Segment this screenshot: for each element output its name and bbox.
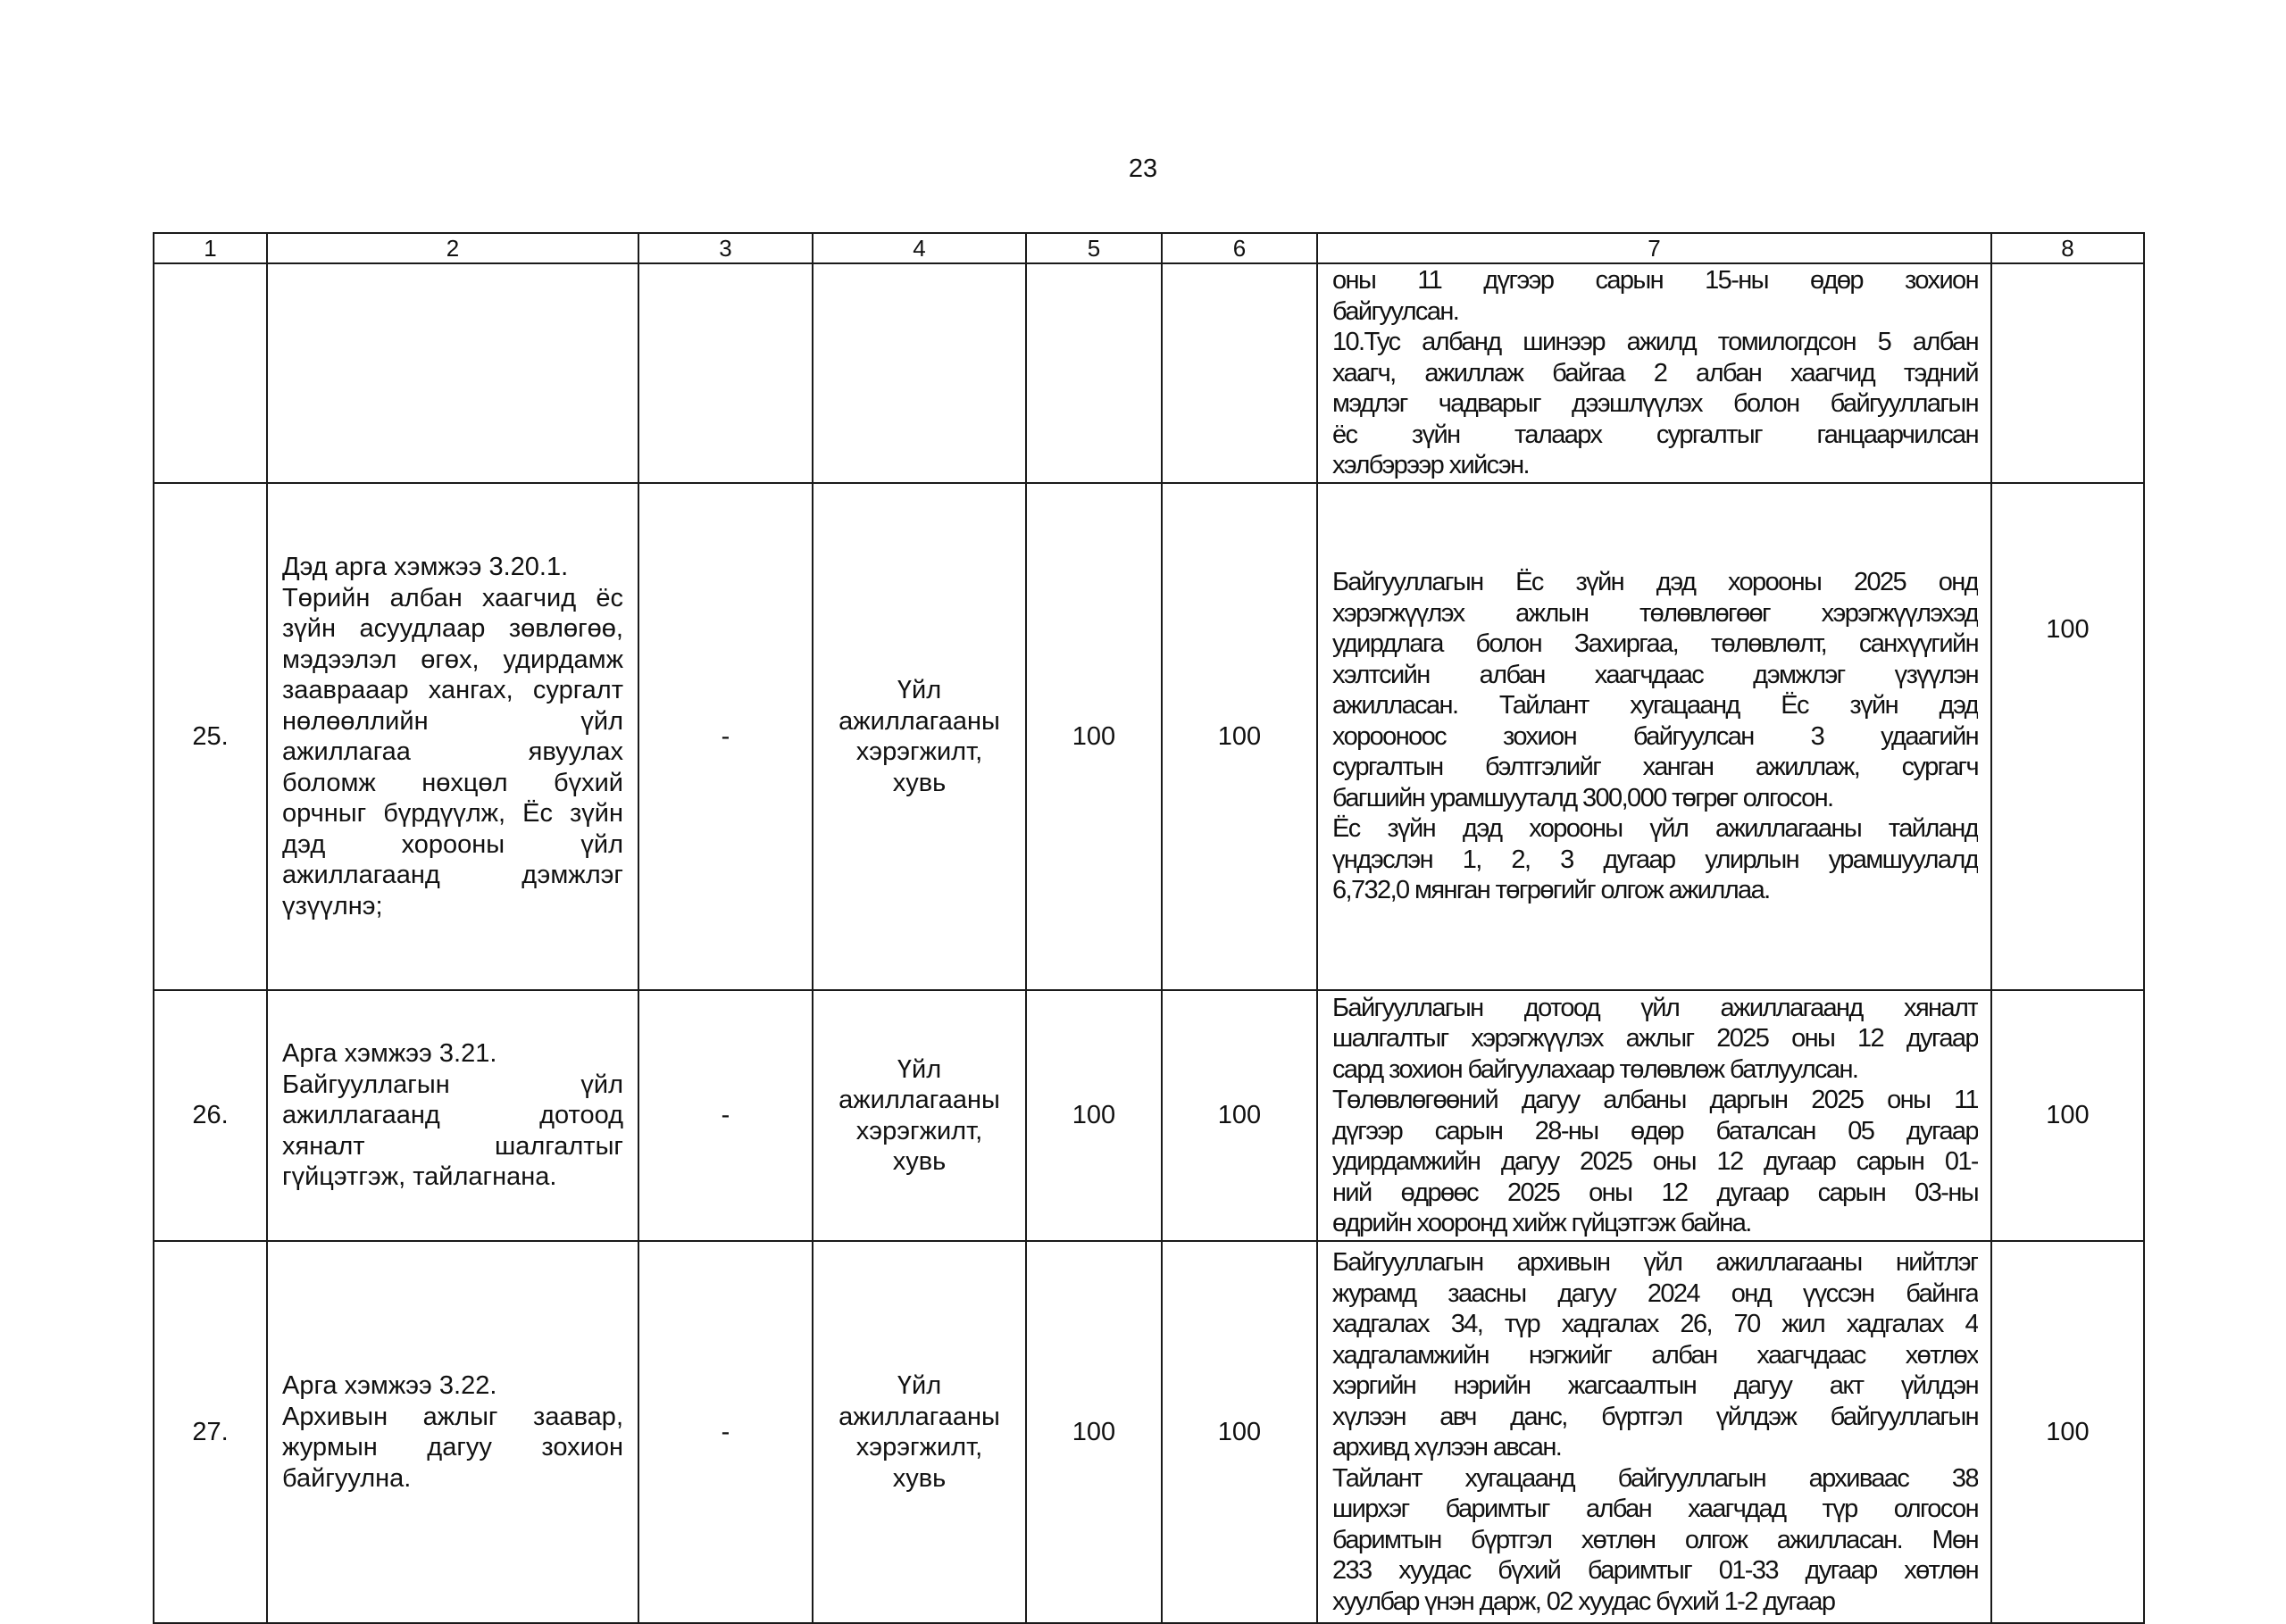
continuation-result-cell	[1317, 263, 1991, 483]
text-line: ажиллагаанд дотоод	[282, 1101, 623, 1130]
text-line: хувь	[892, 768, 947, 797]
text-line: ажилласан. Тайлант хугацаанд Ёс зүйн дэд	[1332, 691, 1978, 720]
column-header-1: 1	[154, 233, 267, 263]
baseline-cell: -	[638, 1241, 813, 1623]
text-line: шалгалтыг хэрэгжүүлэх ажлыг 2025 оны 12 дугаар	[1332, 1024, 1978, 1053]
column-header-2: 2	[267, 233, 638, 263]
text-line: хүлээн авч данс, бүртгэл үйлдэж байгууллагын	[1332, 1402, 1978, 1431]
text-line: Арга хэмжээ 3.21.	[282, 1039, 497, 1069]
indicator-text	[813, 675, 1025, 798]
text-line: Тайлант хугацаанд байгууллагын архиваас 38	[1332, 1463, 1978, 1493]
cell-empty	[1991, 263, 2144, 483]
text-line: хэрэгжүүлэх ажлын төлөвлөгөөг хэрэгжүүлэхэд	[1332, 598, 1978, 628]
continuation-row	[154, 263, 2144, 483]
result-text	[1318, 993, 1990, 1239]
text-line: Үйл	[897, 1371, 942, 1400]
text-line: хадгалах 34, түр хадгалах 26, 70 жил хадгалах 4	[1332, 1310, 1978, 1338]
measure-cell	[267, 1241, 638, 1623]
result-cell	[1317, 990, 1991, 1241]
text-line: дүгээр сарын 28-ны өдөр баталсан 05 дугаар	[1332, 1116, 1978, 1145]
text-line: өдрийн хооронд хийж гүйцэтгэж байна.	[1332, 1209, 1751, 1237]
text-line: Үйл	[897, 676, 942, 704]
text-line: оны 11 дүгээр сарын 15-ны өдөр зохион	[1332, 266, 1978, 296]
text-line: байгуулна.	[282, 1463, 412, 1493]
column-number-header-row	[154, 233, 2144, 263]
cell-empty	[1162, 263, 1317, 483]
result-text	[1318, 1247, 1990, 1617]
text-line: хуулбар үнэн дарж, 02 хуудас бүхий 1-2 дугаар	[1332, 1587, 1835, 1616]
text-line: хэлбэрээр хийсэн.	[1332, 451, 1529, 480]
text-line: ажиллагааны	[838, 706, 1000, 736]
table-row	[154, 483, 2144, 990]
text-line: мэдээлэл өгөх, удирдамж	[282, 645, 623, 674]
text-line: хадгаламжийн нэгжийг албан хаагчдаас хөтлөх	[1332, 1340, 1978, 1370]
text-line: үндэслэн 1, 2, 3 дугаар улирлын урамшуулалд	[1332, 845, 1978, 874]
text-line: Байгууллагын дотоод үйл ажиллагаанд хяналт	[1332, 993, 1978, 1022]
text-line: хэлтсийн албан хаагчдаас дэмжлэг үзүүлэн	[1332, 660, 1978, 689]
text-line: сард зохион байгуулахаар төлөвлөж батлуулсан.	[1332, 1054, 1858, 1084]
actual-value: 100	[1162, 990, 1317, 1241]
text-line: байгуулсан.	[1332, 296, 1459, 326]
table-row	[154, 990, 2144, 1241]
text-line: нөлөөллийн үйл	[282, 706, 623, 736]
result-cell	[1317, 1241, 1991, 1623]
text-line: хэрэгжилт,	[855, 737, 983, 766]
text-line: ажиллагаанд дэмжлэг	[282, 861, 623, 889]
text-line: 6,732,0 мянган төгрөгийг олгож ажиллаа.	[1332, 876, 1770, 905]
text-line: баримтын бүртгэл хөтлөн олгож ажилласан. Мөн	[1332, 1525, 1978, 1554]
text-line: Төрийн албан хаагчид ёс	[282, 583, 623, 612]
column-header-5: 5	[1026, 233, 1162, 263]
target-value: 100	[1026, 1241, 1162, 1623]
measure-text	[268, 552, 638, 921]
indicator-cell	[813, 990, 1026, 1241]
cell-empty	[1026, 263, 1162, 483]
column-header-3: 3	[638, 233, 813, 263]
baseline-cell: -	[638, 483, 813, 990]
text-line: боломж нөхцөл бүхий	[282, 768, 623, 797]
indicator-text	[813, 1370, 1025, 1494]
text-line: зааврааар хангах, сургалт	[282, 676, 623, 704]
target-value: 100	[1026, 990, 1162, 1241]
column-header-4: 4	[813, 233, 1026, 263]
text-line: орчныг бүрдүүлж, Ёс зүйн	[282, 799, 623, 828]
column-header-7: 7	[1317, 233, 1991, 263]
text-line: 233 хуудас бүхий баримтыг 01-33 дугаар хөтлөн	[1332, 1556, 1978, 1585]
measure-cell	[267, 990, 638, 1241]
text-line: Үйл	[897, 1054, 942, 1084]
text-line: хэрэгжилт,	[855, 1433, 983, 1462]
text-line: ажиллагаа явуулах	[282, 737, 623, 766]
target-value: 100	[1026, 483, 1162, 990]
text-line: хэргийн нэрийн жагсаалтын дагуу акт үйлдэн	[1332, 1371, 1978, 1400]
table-row	[154, 1241, 2144, 1623]
measure-cell	[267, 483, 638, 990]
text-line: ний өдрөөс 2025 оны 12 дугаар сарын 03-ны	[1332, 1178, 1978, 1207]
text-line: ёс зүйн талаарх сургалтыг ганцаарчилсан	[1332, 420, 1978, 449]
text-line: хувь	[892, 1463, 947, 1493]
text-line: дэд хорооны үйл	[282, 829, 623, 859]
report-table	[153, 232, 2145, 1624]
text-line: Ёс зүйн дэд хорооны үйл ажиллагааны тайланд	[1332, 814, 1978, 844]
text-line: хэрэгжилт,	[855, 1116, 983, 1145]
text-line: хорооноос зохион байгуулсан 3 удаагийн	[1332, 721, 1978, 751]
cell-empty	[154, 263, 267, 483]
text-line: ажиллагааны	[838, 1402, 1000, 1431]
text-line: Дэд арга хэмжээ 3.20.1.	[282, 553, 569, 581]
row-number: 27.	[154, 1241, 267, 1623]
indicator-text	[813, 1054, 1025, 1178]
text-line: Арга хэмжээ 3.22.	[282, 1371, 497, 1400]
row-number: 25.	[154, 483, 267, 990]
actual-value: 100	[1162, 483, 1317, 990]
text-line: журамд заасны дагуу 2024 онд үүссэн байнга	[1332, 1278, 1978, 1308]
continuation-result-text	[1318, 265, 1990, 481]
text-line: мэдлэг чадварыг дээшлүүлэх болон байгууллагын	[1332, 389, 1978, 419]
text-line: үзүүлнэ;	[282, 891, 383, 920]
text-line: Байгууллагын архивын үйл ажиллагааны нийтлэг	[1332, 1248, 1978, 1277]
measure-text	[268, 1370, 638, 1494]
text-line: удирдлага болон Захиргаа, төлөвлөлт, санхүүгийн	[1332, 629, 1978, 659]
text-line: удирдамжийн дагуу 2025 оны 12 дугаар сарын 01-	[1332, 1147, 1978, 1176]
text-line: архивд хүлээн авсан.	[1332, 1433, 1562, 1462]
text-line: гүйцэтгэж, тайлагнана.	[282, 1162, 557, 1192]
text-line: 10.Тус албанд шинээр ажилд томилогдсон 5 албан	[1332, 328, 1978, 357]
cell-empty	[267, 263, 638, 483]
text-line: хувь	[892, 1147, 947, 1176]
text-line: Байгууллагын үйл	[282, 1070, 623, 1099]
text-line: Байгууллагын Ёс зүйн дэд хорооны 2025 онд	[1332, 568, 1978, 597]
text-line: багшийн урамшууталд 300,000 төгрөг олгосон.	[1332, 783, 1833, 812]
result-text	[1318, 567, 1990, 906]
baseline-cell: -	[638, 990, 813, 1241]
text-line: Архивын ажлыг заавар,	[282, 1402, 623, 1431]
score-value: 100	[1991, 990, 2144, 1241]
text-line: журмын дагуу зохион	[282, 1433, 623, 1462]
column-header-6: 6	[1162, 233, 1317, 263]
score-value: 100	[1991, 483, 2144, 990]
text-line: ажиллагааны	[838, 1086, 1000, 1114]
page-number: 23	[1128, 154, 1158, 183]
text-line: ширхэг баримтыг албан хаагчдад түр олгосон	[1332, 1495, 1978, 1523]
cell-empty	[638, 263, 813, 483]
column-header-8: 8	[1991, 233, 2144, 263]
measure-text	[268, 1038, 638, 1193]
row-number: 26.	[154, 990, 267, 1241]
cell-empty	[813, 263, 1026, 483]
indicator-cell	[813, 1241, 1026, 1623]
result-cell	[1317, 483, 1991, 990]
text-line: сургалтын бэлтгэлийг ханган ажиллаж, сургагч	[1332, 753, 1978, 782]
text-line: хяналт шалгалтыг	[282, 1131, 623, 1161]
text-line: хаагч, ажиллаж байгаа 2 албан хаагчид тэдний	[1332, 358, 1978, 387]
actual-value: 100	[1162, 1241, 1317, 1623]
text-line: Төлөвлөгөөний дагуу албаны даргын 2025 оны 11	[1332, 1086, 1978, 1114]
indicator-cell	[813, 483, 1026, 990]
text-line: зүйн асуудлаар зөвлөгөө,	[282, 614, 623, 643]
score-value: 100	[1991, 1241, 2144, 1623]
